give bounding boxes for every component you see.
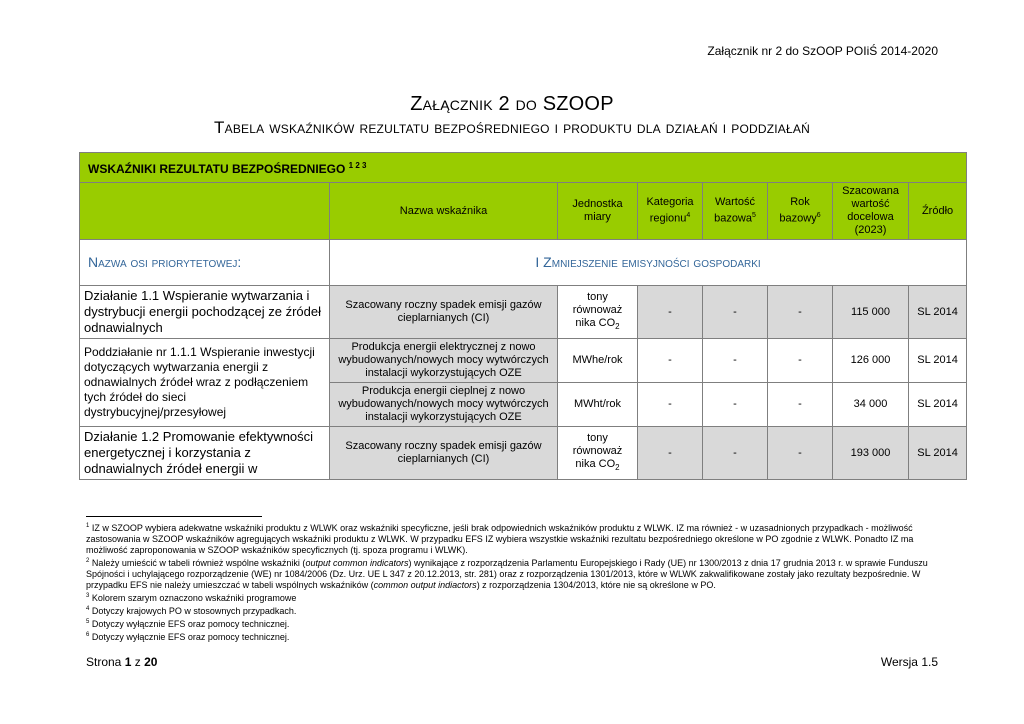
col-header-source: Źródło bbox=[909, 183, 967, 240]
document-title: Załącznik 2 do SZOOP bbox=[410, 93, 614, 115]
indicator-cell: Szacowany roczny spadek emisji gazów cieplarnianych (CI) bbox=[330, 286, 558, 339]
base-value-cell: - bbox=[703, 286, 768, 339]
base-value-cell: - bbox=[703, 339, 768, 383]
source-cell: SL 2014 bbox=[909, 427, 967, 480]
footnote: $^4$ Dotyczy krajowych PO w stosownych przypadkach. bbox=[86, 606, 297, 616]
col-header-base-value: Wartość bazowa$^5$ bbox=[703, 183, 768, 240]
col-header-name: Nazwa wskaźnika bbox=[330, 183, 558, 240]
col-header-unit: Jednostka miary bbox=[558, 183, 638, 240]
unit-cell: tony równoważ nika $CO_2$ bbox=[558, 427, 638, 480]
action-cell: Działanie 1.1 Wspieranie wytwarzania i dystrybucji energii pochodzącej ze źródeł odnawialnych bbox=[80, 286, 330, 339]
indicator-cell: Produkcja energii elektrycznej z nowo wybudowanych/nowych mocy wytwórczych instalacji wykorzystujących OZE bbox=[330, 339, 558, 383]
category-cell: - bbox=[638, 427, 703, 480]
footnote: $^1$ IZ w SZOOP wybiera adekwatne wskaźniki produktu z WLWK oraz wskaźniki specyficzne, jeśli brak odpowiednich wskaźników produktu z WLWK. IZ ma również - w uzasadnionych przypadkach - możliwość zastosowania w SZOOP wskaźników agregujących wskaźniki produktu z WLWK. W przypadku EFS IZ wybiera wszystkie wskaźniki rezultatu bezpośredniego określone w PO zgodnie z WLWK. Ponadto IZ ma możliwość zaproponowania w SZOOP wskaźników specyficznych (tj. spoza programu i WLWK). bbox=[86, 523, 914, 555]
indicator-cell: Produkcja energii cieplnej z nowo wybudowanych/nowych mocy wytwórczych instalacji wykorzystujących OZE bbox=[330, 383, 558, 427]
indicators-table bbox=[79, 152, 967, 480]
section-title-footnote-refs: 1 2 3 bbox=[348, 161, 367, 170]
action-cell: Działanie 1.2 Promowanie efektywności energetycznej i korzystania z odnawialnych źródeł energii w bbox=[80, 427, 330, 480]
col-header-category: Kategoria regionu$^4$ bbox=[638, 183, 703, 240]
col-header-target: Szacowana wartość docelowa (2023) bbox=[833, 183, 909, 240]
axis-value: I Zmniejszenie emisyjności gospodarki bbox=[330, 240, 967, 286]
version-label: Wersja 1.5 bbox=[880, 655, 938, 669]
axis-label: Nazwa osi priorytetowej: bbox=[80, 240, 330, 286]
source-cell: SL 2014 bbox=[909, 339, 967, 383]
footnote: $^5$ Dotyczy wyłącznie EFS oraz pomocy technicznej. bbox=[86, 619, 290, 629]
table-row bbox=[80, 286, 967, 339]
source-cell: SL 2014 bbox=[909, 383, 967, 427]
axis-row bbox=[80, 240, 967, 286]
unit-cell: MWhe/rok bbox=[558, 339, 638, 383]
target-cell: 126 000 bbox=[833, 339, 909, 383]
category-cell: - bbox=[638, 286, 703, 339]
page-number: Strona 1 z 20 bbox=[86, 655, 158, 669]
footnotes bbox=[86, 521, 940, 643]
indicator-cell: Szacowany roczny spadek emisji gazów cieplarnianych (CI) bbox=[330, 427, 558, 480]
unit-cell: tony równoważ nika $CO_2$ bbox=[558, 286, 638, 339]
source-cell: SL 2014 bbox=[909, 286, 967, 339]
base-value-cell: - bbox=[703, 427, 768, 480]
document-subtitle: Tabela wskaźników rezultatu bezpośredniego i produktu dla działań i poddziałań bbox=[214, 118, 810, 137]
subaction-cell: Poddziałanie nr 1.1.1 Wspieranie inwestycji dotyczących wytwarzania energii z odnawialnych źródeł wraz z podłączeniem tych źródeł do sieci dystrybucyjnej/przesyłowej bbox=[80, 339, 330, 427]
base-year-cell: - bbox=[768, 339, 833, 383]
header-empty-cell bbox=[80, 183, 330, 240]
section-title-row bbox=[80, 153, 967, 183]
base-year-cell: - bbox=[768, 427, 833, 480]
column-header-row bbox=[80, 183, 967, 240]
category-cell: - bbox=[638, 383, 703, 427]
target-cell: 115 000 bbox=[833, 286, 909, 339]
base-year-cell: - bbox=[768, 286, 833, 339]
footnote: $^6$ Dotyczy wyłącznie EFS oraz pomocy technicznej. bbox=[86, 632, 290, 642]
target-cell: 34 000 bbox=[833, 383, 909, 427]
section-title: WSKAŹNIKI REZULTATU BEZPOŚREDNIEGO bbox=[88, 162, 346, 176]
base-year-cell: - bbox=[768, 383, 833, 427]
col-header-base-year: Rok bazowy$^6$ bbox=[768, 183, 833, 240]
footnote-separator bbox=[86, 516, 262, 517]
table-row bbox=[80, 339, 967, 383]
category-cell: - bbox=[638, 339, 703, 383]
table-row bbox=[80, 427, 967, 480]
footnote: $^3$ Kolorem szarym oznaczono wskaźniki programowe bbox=[86, 593, 297, 603]
target-cell: 193 000 bbox=[833, 427, 909, 480]
document-header-reference: Załącznik nr 2 do SzOOP POIiŚ 2014-2020 bbox=[707, 44, 938, 58]
unit-cell: MWht/rok bbox=[558, 383, 638, 427]
footnote: $^2$ Należy umieścić w tabeli również wspólne wskaźniki (output common indicators) wynikające z rozporządzenia Parlamentu Europejskiego i Rady (UE) nr 1300/2013 z dnia 17 grudnia 2013 r. w sprawie Funduszu Spójności i uchylającego rozporządzenie (WE) nr 1084/2006 (Dz. Urz. UE L 347 z 20.12.2013, str. 281) oraz z rozporządzenia 1301/2013, które w WLWK zakwalifikowane zostały jako rezultaty bezpośrednie. W przypadku EFS nie należy umieszczać w tabeli wspólnych wskaźników (common output indiactors) z rozporządzenia 1304/2013, które nie są określone w PO. bbox=[86, 558, 928, 590]
base-value-cell: - bbox=[703, 383, 768, 427]
